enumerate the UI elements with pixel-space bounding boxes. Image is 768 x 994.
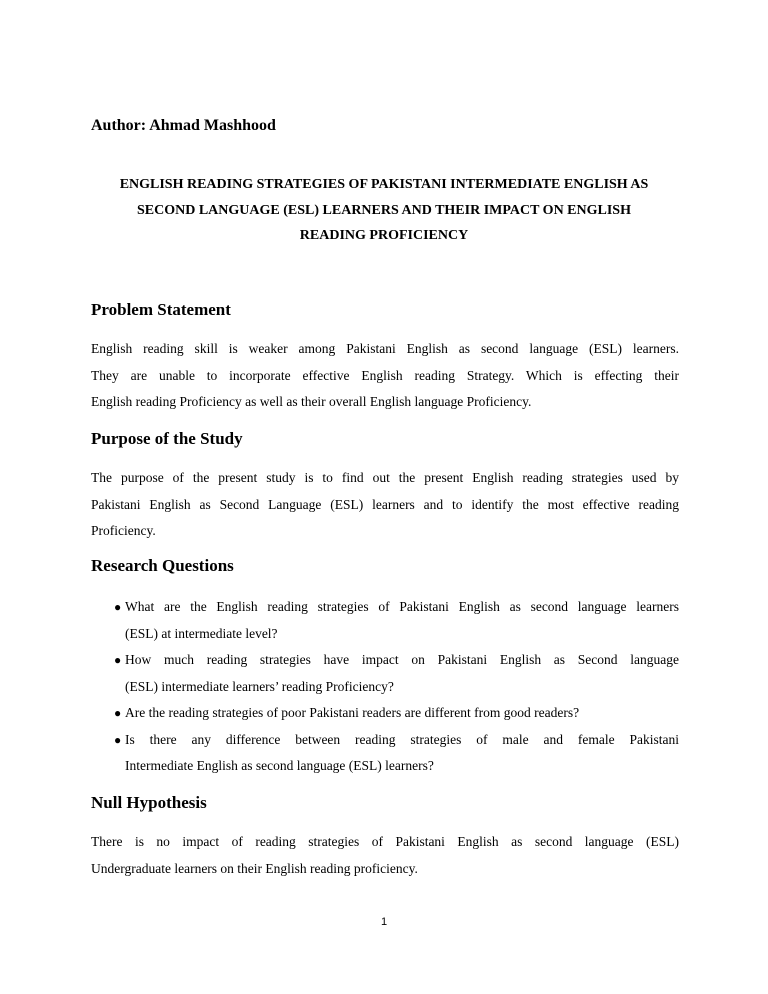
paragraph-line: Proficiency. — [91, 523, 156, 538]
list-item-line: Is there any difference between reading strategies of male and female Pakistani — [125, 731, 679, 747]
list-item — [91, 594, 679, 647]
list-item — [91, 700, 679, 727]
purpose-paragraph — [91, 465, 679, 545]
bullet-icon: ● — [114, 706, 122, 720]
list-item-line: How much reading strategies have impact on Pakistani English as Second language — [125, 652, 679, 667]
title-line: SECOND LANGUAGE (ESL) LEARNERS AND THEIR IMPACT ON ENGLISH — [137, 202, 631, 218]
paragraph-line: English reading skill is weaker among Pakistani English as second language (ESL) learners. — [91, 341, 679, 356]
list-item-line: (ESL) intermediate learners’ reading Proficiency? — [125, 678, 394, 694]
problem-statement-paragraph — [91, 336, 679, 416]
list-item-line: What are the English reading strategies of Pakistani English as second language learners — [125, 599, 679, 614]
paragraph-line: English reading Proficiency as well as their overall English language Proficiency. — [91, 394, 532, 409]
title-line: ENGLISH READING STRATEGIES OF PAKISTANI INTERMEDIATE ENGLISH AS — [119, 177, 649, 192]
paragraph-line: There is no impact of reading strategies of Pakistani English as second language (ESL) — [91, 834, 679, 849]
list-item — [91, 647, 679, 700]
page-number: 1 — [380, 916, 388, 928]
bullet-icon: ● — [114, 653, 122, 667]
paragraph-line: Undergraduate learners on their English reading proficiency. — [91, 860, 418, 876]
problem-statement-heading: Problem Statement — [91, 300, 231, 319]
list-item-line: (ESL) at intermediate level? — [125, 625, 278, 641]
list-item-line: Are the reading strategies of poor Pakistani readers are different from good readers? — [125, 705, 580, 720]
author-line: Author: Ahmad Mashhood — [91, 117, 276, 134]
null-hypothesis-paragraph — [91, 829, 679, 882]
null-hypothesis-heading: Null Hypothesis — [91, 793, 207, 812]
purpose-heading: Purpose of the Study — [91, 429, 243, 448]
list-item-line: Intermediate English as second language (ESL) learners? — [125, 758, 434, 773]
paragraph-line: They are unable to incorporate effective English reading Strategy. Which is effecting their — [91, 367, 679, 383]
research-questions-heading: Research Questions — [91, 556, 234, 575]
research-questions-list — [91, 594, 679, 780]
document-title — [86, 172, 682, 249]
bullet-icon: ● — [114, 600, 122, 614]
bullet-icon: ● — [114, 732, 122, 747]
paragraph-line: The purpose of the present study is to find out the present English reading strategies used by — [91, 470, 679, 485]
list-item — [91, 727, 679, 780]
paragraph-line: Pakistani English as Second Language (ESL) learners and to identify the most effective reading — [91, 496, 679, 512]
title-line: READING PROFICIENCY — [299, 228, 469, 243]
